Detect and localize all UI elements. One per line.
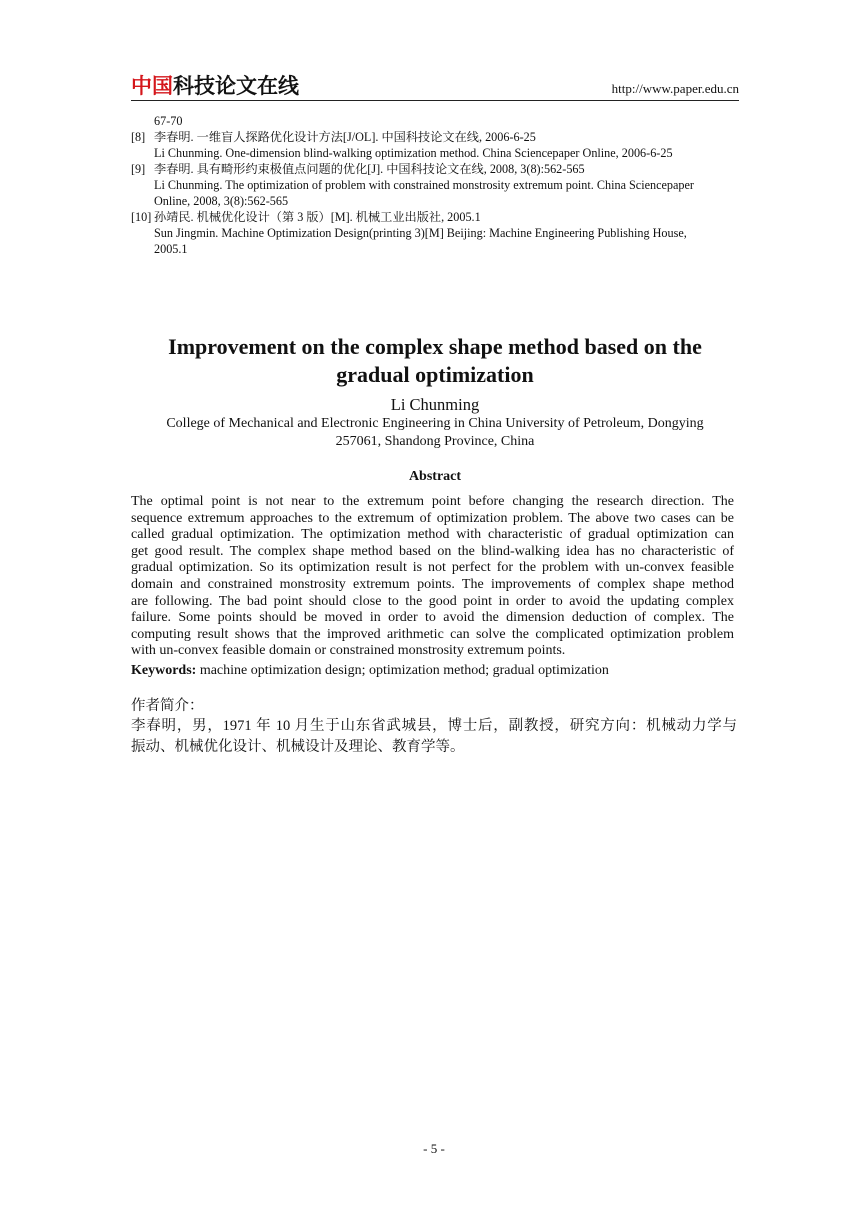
abstract-line: gradual optimization. So its optimization result is not perfect for the problem with un-convex feasible xyxy=(131,560,734,576)
site-logo xyxy=(131,74,299,98)
abstract-body xyxy=(131,494,734,660)
reference-line: Li Chunming. The optimization of problem with constrained monstrosity extremum point. China Sciencepaper xyxy=(154,178,694,192)
keywords-text: machine optimization design; optimization method; gradual optimization xyxy=(196,663,609,678)
abstract-line: with un-convex feasible domain or constrained monstrosity extremum points. xyxy=(131,643,566,659)
author-name: Li Chunming xyxy=(390,395,480,414)
reference-line: Online, 2008, 3(8):562-565 xyxy=(154,194,289,208)
keywords-label: Keywords: xyxy=(131,663,197,678)
abstract-line: failure. Some points should be moved in order to avoid the dimension deduction of complex. The xyxy=(131,610,734,626)
reference-continuation: 67-70 xyxy=(154,114,183,128)
abstract-heading: Abstract xyxy=(408,469,462,484)
reference-line: 李春明. 一维盲人探路优化设计方法[J/OL]. 中国科技论文在线, 2006-6-25 xyxy=(154,130,536,144)
logo-text-red: 中国 xyxy=(131,74,173,98)
bio-line: 振动、机械优化设计、机械设计及理论、教育学等。 xyxy=(131,739,465,755)
reference-number: [10] xyxy=(131,210,152,224)
title-line: gradual optimization xyxy=(336,362,534,387)
title-line: Improvement on the complex shape method based on the xyxy=(168,334,702,359)
affiliation-line: College of Mechanical and Electronic Engineering in China University of Petroleum, Dongying xyxy=(166,416,704,431)
logo-text-black: 科技论文在线 xyxy=(173,74,299,98)
reference-line: 2005.1 xyxy=(154,242,188,256)
abstract-line: called gradual optimization. The optimization method with characteristic of gradual optimization can xyxy=(131,527,734,543)
reference-line: Sun Jingmin. Machine Optimization Design(printing 3)[M] Beijing: Machine Engineering Publishing House, xyxy=(154,226,687,240)
reference-line: 孙靖民. 机械优化设计（第 3 版）[M]. 机械工业出版社, 2005.1 xyxy=(154,210,481,224)
abstract-line: sequence extremum approaches to the extremum of optimization problem. The above two cases can be xyxy=(131,510,734,526)
abstract-line: The optimal point is not near to the extremum point before changing the research direction. The xyxy=(131,494,734,509)
paper-title xyxy=(131,333,739,389)
reference-item-10 xyxy=(131,209,739,257)
reference-number: [9] xyxy=(131,162,146,176)
abstract-line: are following. The bad point should close to the good point in order to avoid the updating complex xyxy=(131,593,734,609)
reference-list xyxy=(131,113,739,257)
abstract-line: computing result shows that the improved arithmetic can solve the complicated optimization problem xyxy=(131,626,734,642)
keywords xyxy=(131,662,739,679)
page-number: - 5 - xyxy=(423,1141,445,1156)
abstract-line: domain and constrained monstrosity extremum points. The improvements of complex shape method xyxy=(131,576,734,592)
author-affiliation xyxy=(131,415,739,451)
reference-line: 李春明. 具有畸形约束极值点问题的优化[J]. 中国科技论文在线, 2008, 3(8):562-565 xyxy=(154,162,585,176)
reference-number: [8] xyxy=(131,130,146,144)
bio-line: 李春明，男，1971 年 10 月生于山东省武城县，博士后，副教授，研究方向：机械动力学与 xyxy=(131,718,737,734)
abstract-line: get good result. The complex shape method based on the blind-walking idea has no characteristic of xyxy=(131,543,734,559)
affiliation-line: 257061, Shandong Province, China xyxy=(335,434,535,449)
reference-item-9 xyxy=(131,161,739,209)
author-bio xyxy=(131,716,737,758)
page-header xyxy=(131,74,739,101)
header-url[interactable]: http://www.paper.edu.cn xyxy=(611,81,739,96)
reference-line: Li Chunming. One-dimension blind-walking optimization method. China Sciencepaper Online, 2006-6-25 xyxy=(154,146,673,160)
author-bio-heading: 作者简介： xyxy=(131,698,204,714)
reference-item-8 xyxy=(131,129,739,161)
